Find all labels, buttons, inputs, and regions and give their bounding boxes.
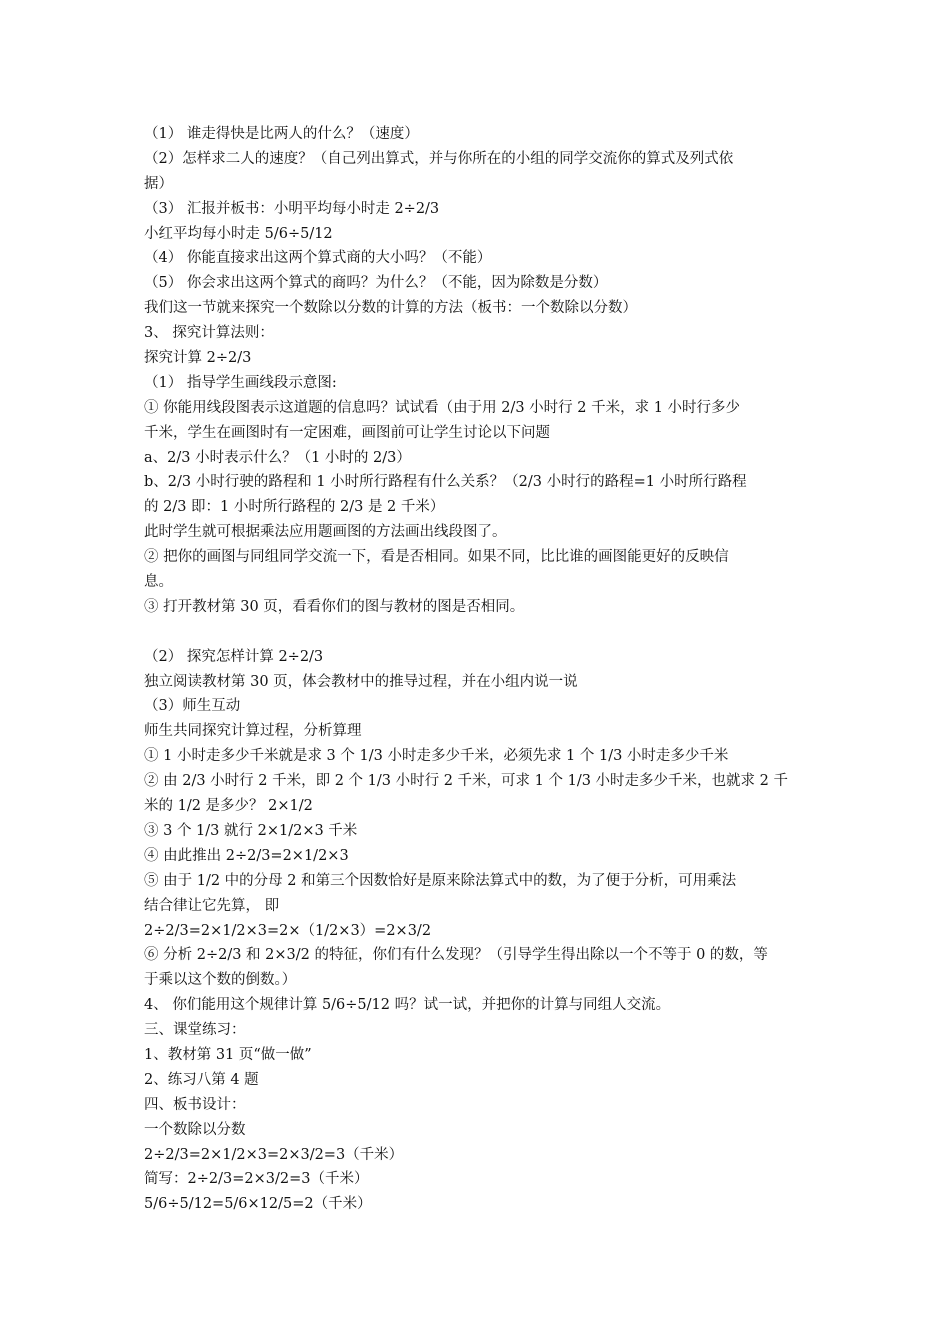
text-line: 结合律让它先算， 即 — [144, 897, 280, 914]
text-line: （1） 指导学生画线段示意图: — [144, 374, 337, 391]
text-line: 2、练习八第 4 题 — [144, 1071, 259, 1088]
blank-line — [144, 620, 812, 645]
text-line: 1、教材第 31 页“做一做” — [144, 1046, 312, 1063]
text-line: 千米，学生在画图时有一定困难，画图前可让学生讨论以下问题 — [144, 424, 550, 441]
text-line: 息。 — [144, 574, 173, 591]
text-line: 探究计算 2÷2/3 — [144, 350, 252, 367]
text-line: 小红平均每小时走 5/6÷5/12 — [144, 225, 333, 242]
text-line: 的 2/3 即：1 小时所行路程的 2/3 是 2 千米） — [144, 499, 445, 516]
text-line: （5） 你会求出这两个算式的商吗？为什么？（不能，因为除数是分数） — [144, 275, 608, 292]
text-line: ② 把你的画图与同组同学交流一下，看是否相同。如果不同，比比谁的画图能更好的反映信 — [144, 549, 729, 566]
text-line: 于乘以这个数的倒数。） — [144, 972, 297, 989]
text-line: a、2/3 小时表示什么？（1 小时的 2/3） — [144, 449, 411, 466]
text-line: ⑤ 由于 1/2 中的分母 2 和第三个因数恰好是原来除法算式中的数，为了便于分析，可用乘法 — [144, 872, 737, 889]
formula-line: 2÷2/3=2×1/2×3=2×（1/2×3）=2×3/2 — [144, 922, 432, 939]
text-line: 独立阅读教材第 30 页，体会教材中的推导过程，并在小组内说一说 — [144, 673, 578, 690]
text-line: （3）师生互动 — [144, 698, 241, 715]
formula-line: 5/6÷5/12=5/6×12/5=2（千米） — [144, 1196, 372, 1213]
text-line: （4） 你能直接求出这两个算式商的大小吗？（不能） — [144, 250, 492, 267]
text-line: 师生共同探究计算过程，分析算理 — [144, 723, 362, 740]
text-line: ① 你能用线段图表示这道题的信息吗？试试看（由于用 2/3 小时行 2 千米，求 1 小时行多少 — [144, 399, 741, 416]
text-line: ③ 打开教材第 30 页，看看你们的图与教材的图是否相同。 — [144, 598, 525, 615]
text-line: 米的 1/2 是多少？ 2×1/2 — [144, 798, 313, 815]
text-line: 此时学生就可根据乘法应用题画图的方法画出线段图了。 — [144, 524, 507, 541]
text-line: 据） — [144, 175, 173, 192]
section-heading: 3、 探究计算法则： — [144, 325, 274, 342]
text-line: （3） 汇报并板书：小明平均每小时走 2÷2/3 — [144, 200, 440, 217]
text-line: b、2/3 小时行驶的路程和 1 小时所行路程有什么关系？（2/3 小时行的路程=1 小时所行路程 — [144, 474, 747, 491]
text-line: 我们这一节就来探究一个数除以分数的计算的方法（板书：一个数除以分数） — [144, 300, 637, 317]
formula-line: 简写：2÷2/3=2×3/2=3（千米） — [144, 1171, 369, 1188]
section-heading: 四、板书设计： — [144, 1096, 246, 1113]
text-line: （1） 谁走得快是比两人的什么？（速度） — [144, 126, 419, 142]
text-line: 4、 你们能用这个规律计算 5/6÷5/12 吗？试一试，并把你的计算与同组人交流。 — [144, 997, 671, 1014]
document-body — [144, 122, 812, 1217]
text-line: ③ 3 个 1/3 就行 2×1/2×3 千米 — [144, 822, 358, 839]
text-line: 一个数除以分数 — [144, 1121, 246, 1138]
text-line: ④ 由此推出 2÷2/3=2×1/2×3 — [144, 847, 349, 864]
formula-line: 2÷2/3=2×1/2×3=2×3/2=3（千米） — [144, 1146, 404, 1163]
text-line: ② 由 2/3 小时行 2 千米，即 2 个 1/3 小时行 2 千米，可求 1 个 1/3 小时走多少千米，也就求 2 千 — [144, 773, 788, 790]
text-line: （2） 探究怎样计算 2÷2/3 — [144, 648, 324, 665]
text-line: ① 1 小时走多少千米就是求 3 个 1/3 小时走多少千米，必须先求 1 个 1/3 小时走多少千米 — [144, 748, 729, 765]
text-line: （2）怎样求二人的速度？（自己列出算式，并与你所在的小组的同学交流你的算式及列式依 — [144, 150, 734, 167]
text-line: ⑥ 分析 2÷2/3 和 2×3/2 的特征，你们有什么发现？（引导学生得出除以一个不等于 0 的数，等 — [144, 947, 768, 964]
section-heading: 三、课堂练习： — [144, 1022, 246, 1039]
